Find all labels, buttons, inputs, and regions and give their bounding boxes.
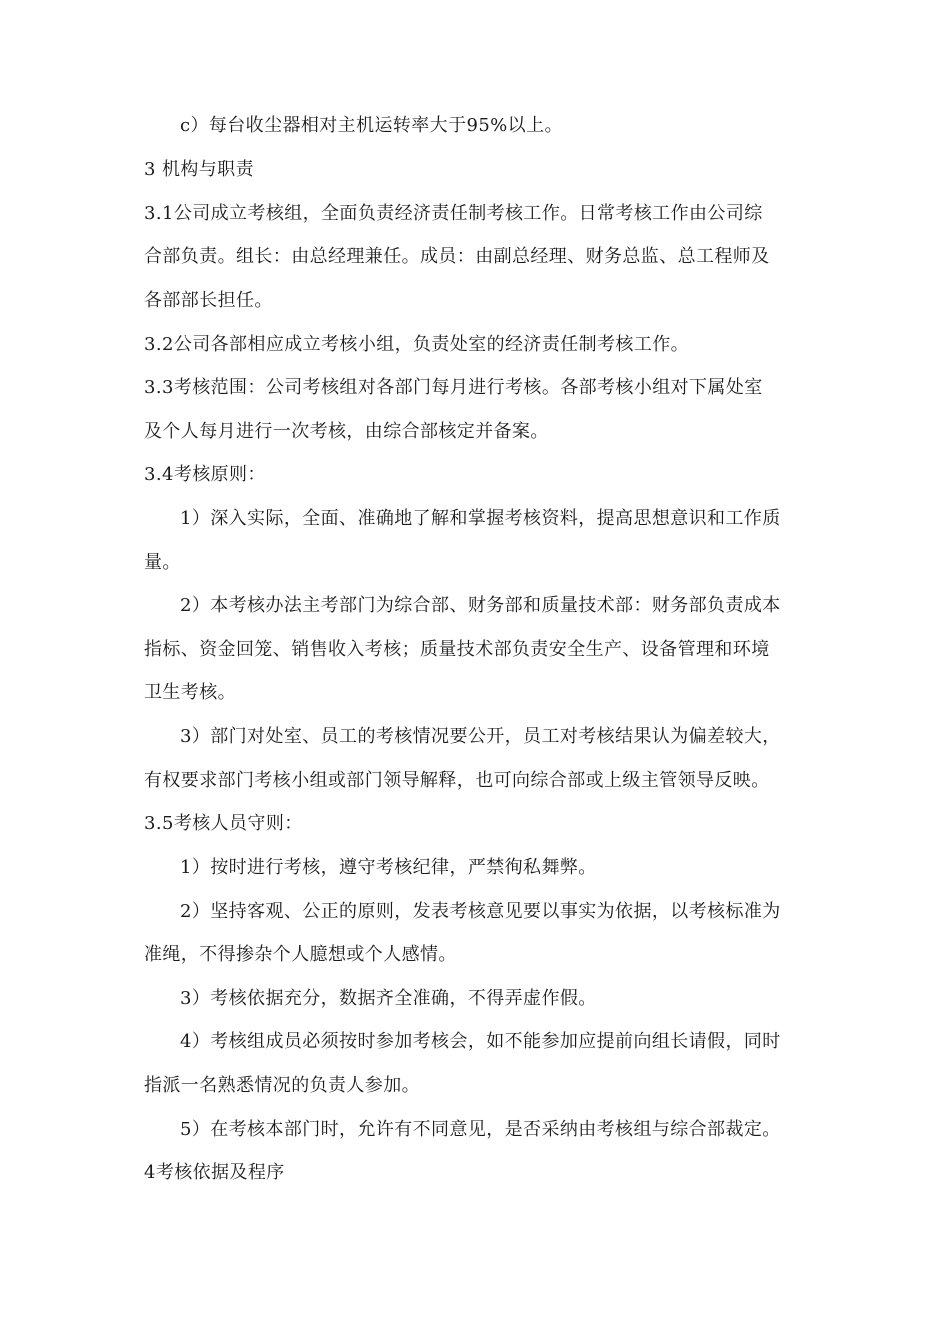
list-item: 5）在考核本部门时，允许有不同意见，是否采纳由考核组与综合部裁定。 (180, 1119, 781, 1140)
text-line: 卫生考核。 (144, 682, 236, 703)
text-line: 3.1公司成立考核组，全面负责经济责任制考核工作。日常考核工作由公司综 (144, 203, 763, 224)
list-item: 3）部门对处室、员工的考核情况要公开，员工对考核结果认为偏差较大， (180, 726, 781, 747)
text-line: 准绳，不得掺杂个人臆想或个人感情。 (144, 944, 457, 965)
list-item: 4）考核组成员必须按时参加考核会，如不能参加应提前向组长请假，同时 (180, 1031, 781, 1052)
subsection-heading: 3.4考核原则： (144, 464, 266, 485)
text-line: 有权要求部门考核小组或部门领导解释，也可向综合部或上级主管领导反映。 (144, 770, 770, 791)
text-line: 指标、资金回笼、销售收入考核；质量技术部负责安全生产、设备管理和环境 (144, 639, 770, 660)
text-line: 合部负责。组长：由总经理兼任。成员：由副总经理、财务总监、总工程师及 (144, 246, 770, 267)
subsection-heading: 3.5考核人员守则： (144, 813, 303, 834)
text-line: 及个人每月进行一次考核，由综合部核定并备案。 (144, 421, 549, 442)
list-item: 1）按时进行考核，遵守考核纪律，严禁徇私舞弊。 (180, 857, 597, 878)
text-line: 量。 (144, 552, 181, 573)
text-line: 3.3考核范围：公司考核组对各部门每月进行考核。各部考核小组对下属处室 (144, 377, 763, 398)
list-item: 2）本考核办法主考部门为综合部、财务部和质量技术部：财务部负责成本 (180, 595, 781, 616)
list-item: 3）考核依据充分，数据齐全准确，不得弄虚作假。 (180, 988, 597, 1009)
text-line: 3.2公司各部相应成立考核小组，负责处室的经济责任制考核工作。 (144, 334, 690, 355)
text-line: c）每台收尘器相对主机运转率大于95%以上。 (180, 115, 563, 136)
text-line: 指派一名熟悉情况的负责人参加。 (144, 1075, 420, 1096)
list-item: 1）深入实际，全面、准确地了解和掌握考核资料，提高思想意识和工作质 (180, 508, 781, 529)
section-heading: 4考核依据及程序 (144, 1162, 285, 1183)
text-line: 各部部长担任。 (144, 290, 273, 311)
section-heading: 3 机构与职责 (144, 159, 254, 180)
list-item: 2）坚持客观、公正的原则，发表考核意见要以事实为依据，以考核标准为 (180, 901, 781, 922)
